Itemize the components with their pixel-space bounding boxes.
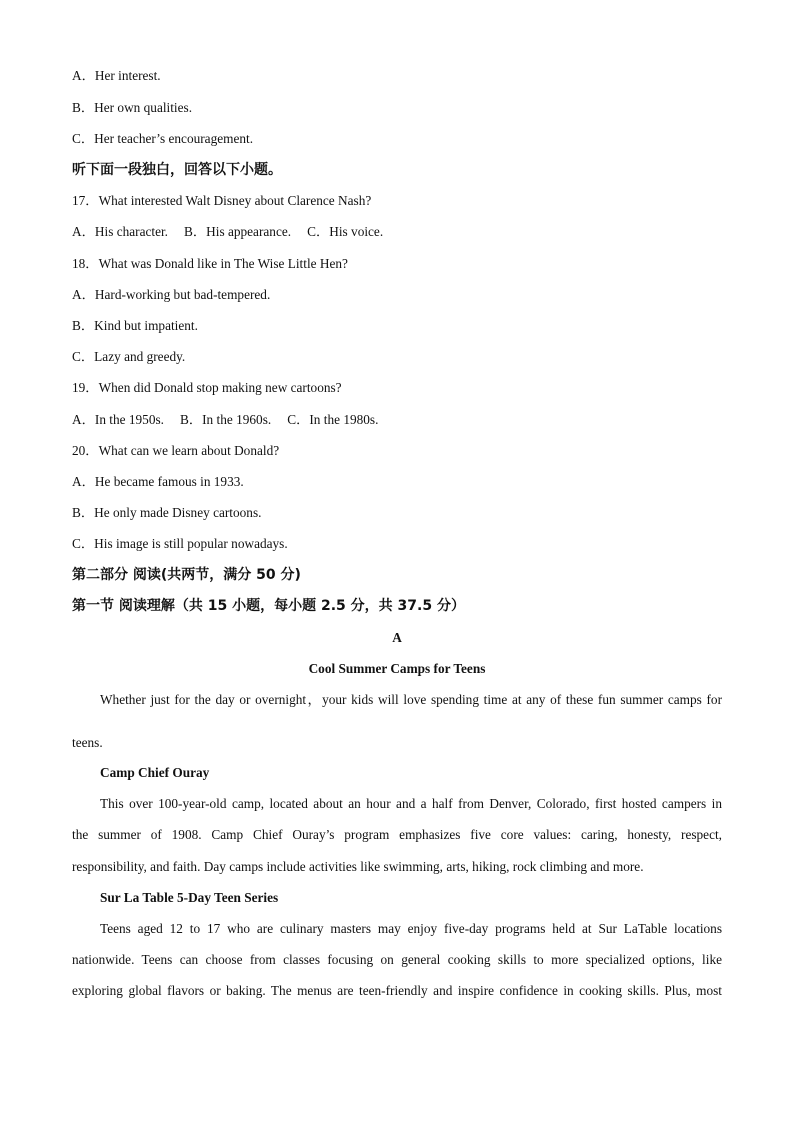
- q19-option-a: A．In the 1950s.: [72, 412, 164, 427]
- q16-option-c: C．Her teacher’s encouragement.: [72, 131, 254, 146]
- part2-title: 第二部分 阅读(共两节，满分 50 分): [72, 567, 301, 583]
- q16-option-b: B．Her own qualities.: [72, 100, 193, 115]
- q17-option-a: A．His character.: [72, 224, 168, 239]
- q16-option-a: A．Her interest.: [72, 68, 161, 83]
- intro-line-2: teens.: [72, 735, 103, 750]
- q19-question: 19．When did Donald stop making new cartoons?: [72, 380, 342, 395]
- q17-option-b: B．His appearance.: [184, 224, 292, 239]
- camp2-heading: Sur La Table 5-Day Teen Series: [100, 890, 279, 905]
- camp1-heading: Camp Chief Ouray: [100, 765, 210, 780]
- camp2-line-3: exploring global flavors or baking. The menus are teen-friendly and inspire confidence in cooking skills. Plus, most: [72, 983, 722, 998]
- camp2-line-1: Teens aged 12 to 17 who are culinary masters may enjoy five-day programs held at Sur LaTable locations: [100, 921, 722, 936]
- q17-option-c: C．His voice.: [307, 224, 384, 239]
- q18-option-b: B．Kind but impatient.: [72, 318, 198, 333]
- q19-options: [72, 411, 378, 429]
- q19-option-c: C．In the 1980s.: [287, 412, 379, 427]
- intro-line-1: Whether just for the day or overnight，your kids will love spending time at any of these fun summer camps for: [100, 692, 722, 707]
- q20-option-a: A．He became famous in 1933.: [72, 474, 244, 489]
- q20-option-b: B．He only made Disney cartoons.: [72, 505, 262, 520]
- q20-question: 20．What can we learn about Donald?: [72, 443, 280, 458]
- q20-option-c: C．His image is still popular nowadays.: [72, 536, 288, 551]
- section1-title: 第一节 阅读理解（共 15 小题，每小题 2.5 分，共 37.5 分）: [72, 598, 465, 614]
- camp2-line-2: nationwide. Teens can choose from classes focusing on general cooking skills to more specialized options, like: [72, 952, 722, 967]
- q17-question: 17．What interested Walt Disney about Clarence Nash?: [72, 193, 372, 208]
- camp1-line-3: responsibility, and faith. Day camps include activities like swimming, arts, hiking, rock climbing and more.: [72, 859, 644, 874]
- camp1-line-2: the summer of 1908. Camp Chief Ouray’s program emphasizes five core values: caring, honesty, respect,: [72, 827, 722, 842]
- passage-title: Cool Summer Camps for Teens: [308, 661, 486, 676]
- q19-option-b: B．In the 1960s.: [179, 412, 272, 427]
- q18-question: 18．What was Donald like in The Wise Little Hen?: [72, 256, 348, 271]
- q18-option-a: A．Hard-working but bad-tempered.: [72, 287, 271, 302]
- camp1-line-1: This over 100-year-old camp, located about an hour and a half from Denver, Colorado, first hosted campers in: [100, 796, 722, 811]
- q18-option-c: C．Lazy and greedy.: [72, 349, 186, 364]
- passage-letter: A: [392, 630, 402, 645]
- monologue-instruction: 听下面一段独白，回答以下小题。: [72, 162, 282, 178]
- q17-options: [72, 223, 383, 241]
